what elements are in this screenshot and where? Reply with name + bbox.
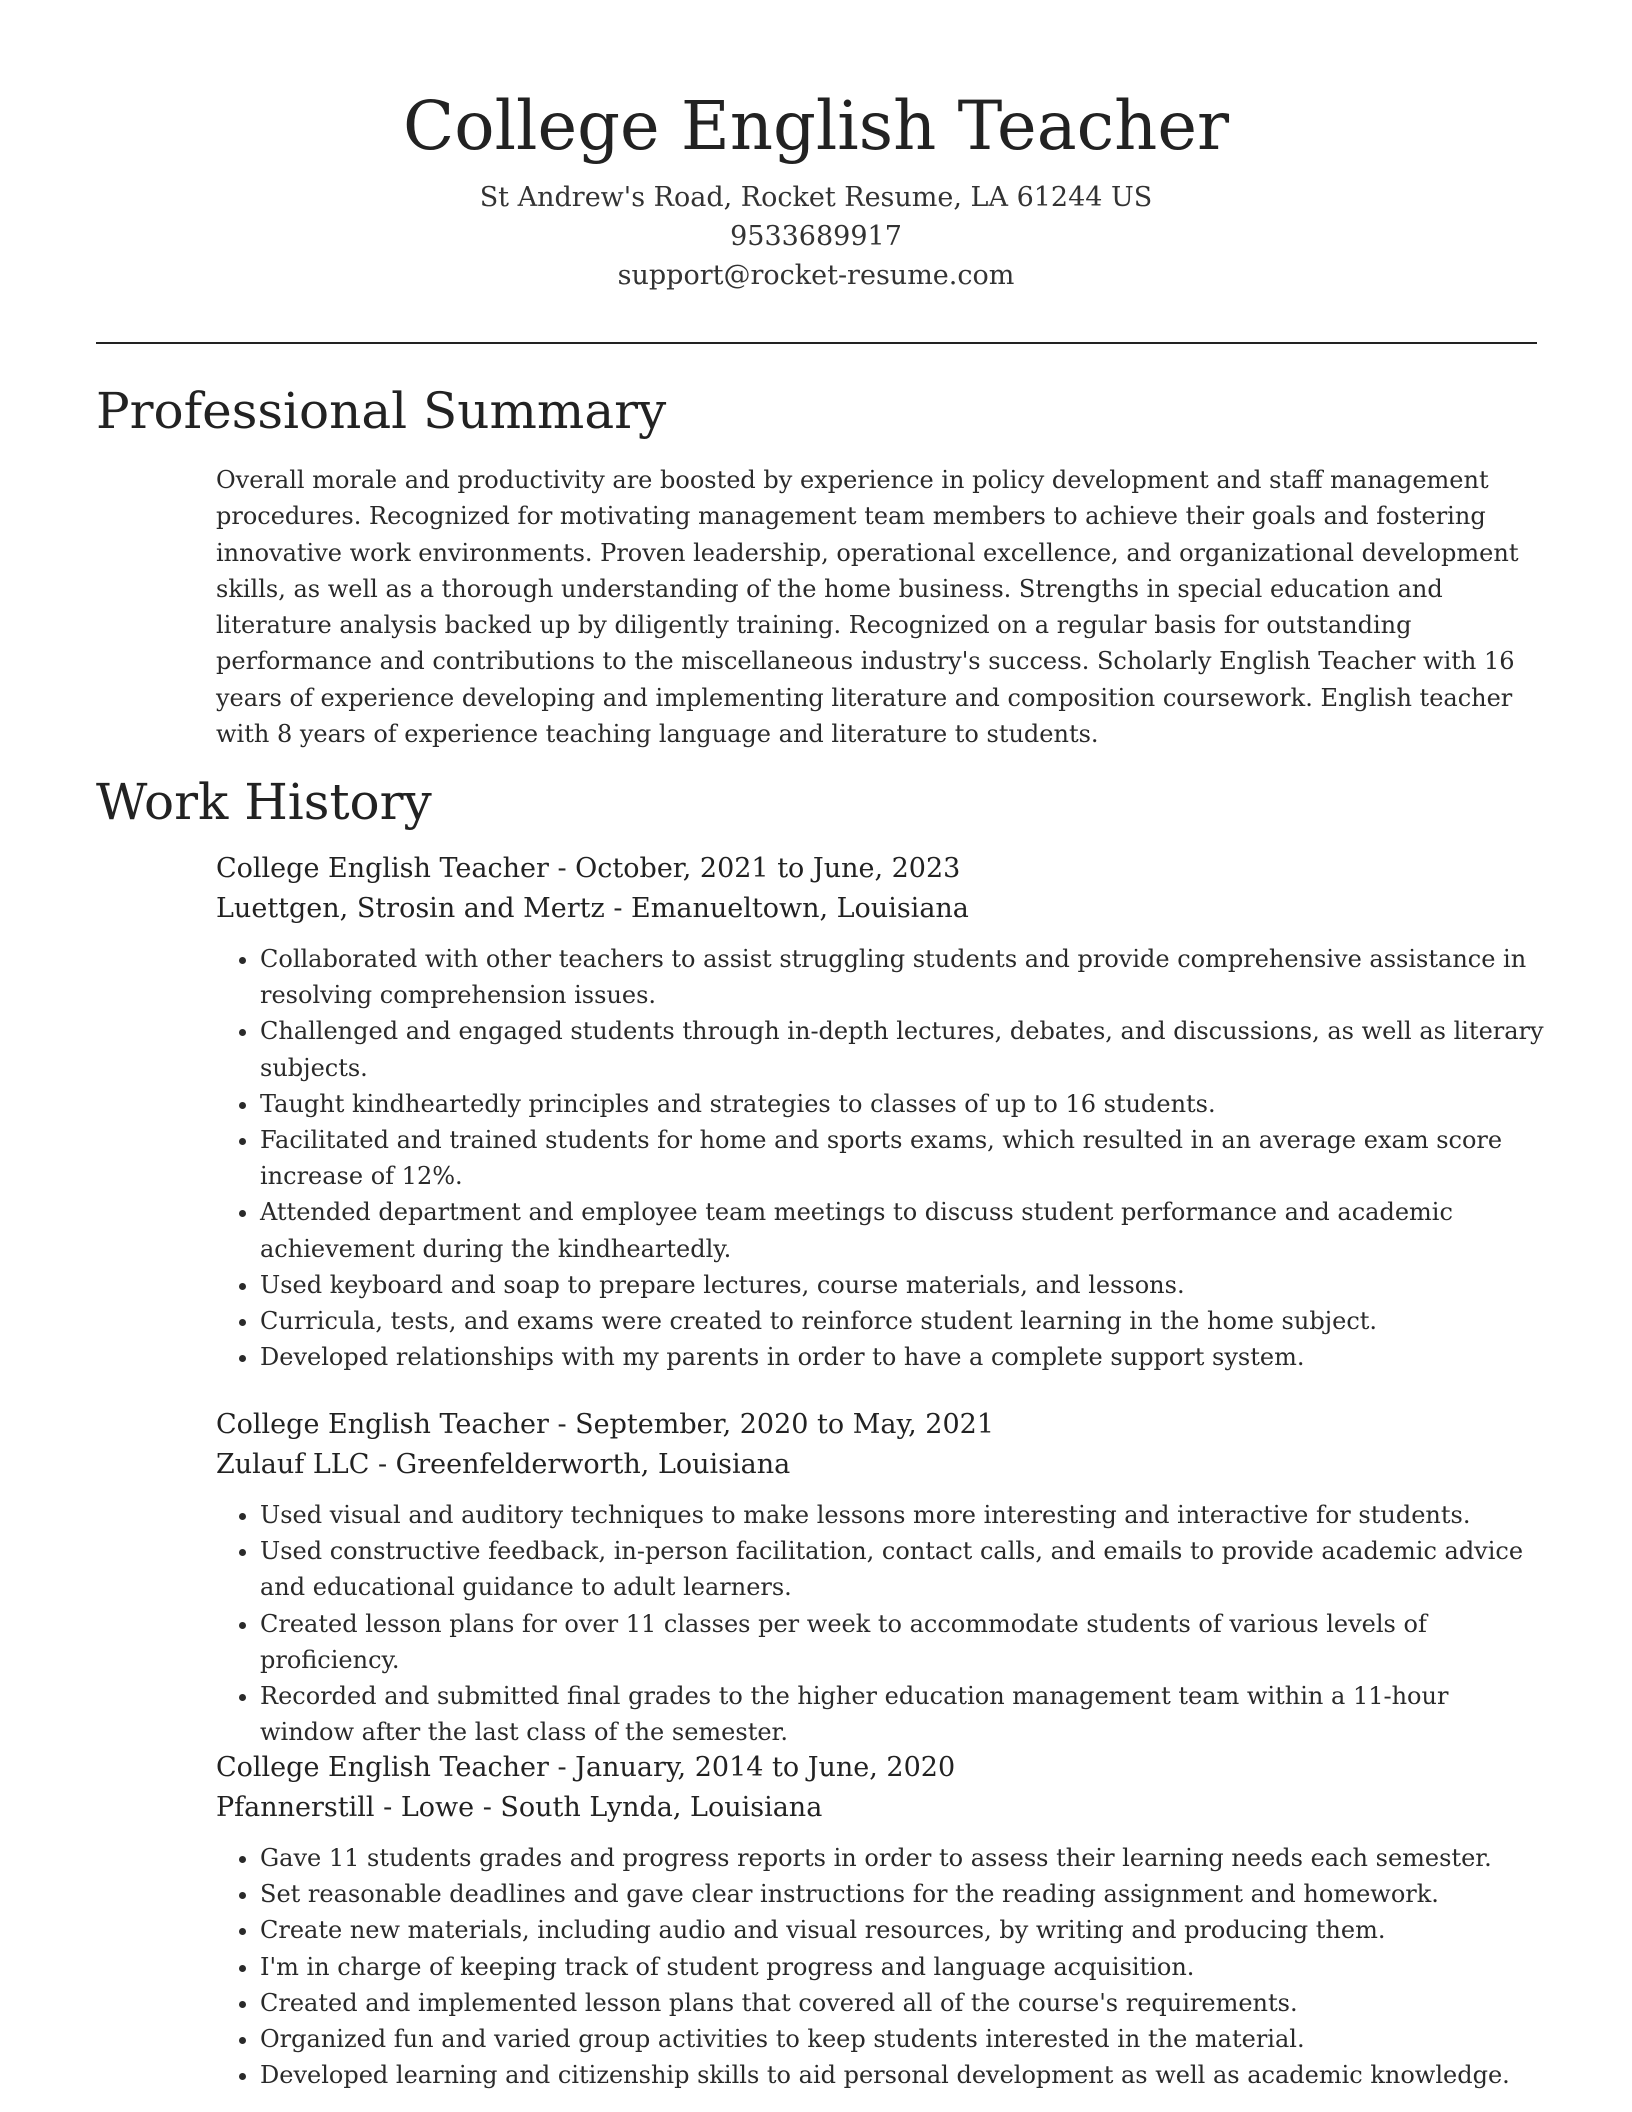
job-location: Greenfelderworth, Louisiana (395, 1449, 791, 1480)
job-entry (216, 849, 1546, 1375)
job-title-line: College English Teacher - October, 2021 to June, 2023 (216, 853, 961, 884)
job-bullets (216, 1497, 1546, 1750)
job-bullet: • Created lesson plans for over 11 classes per week to accommodate students of various levels of proficiency. (260, 1606, 1546, 1678)
job-location: South Lynda, Louisiana (500, 1792, 823, 1823)
job-bullet: • Used constructive feedback, in-person facilitation, contact calls, and emails to provide academic advice and educational guidance to adult learners. (260, 1533, 1546, 1605)
contact-phone: 9533689917 (730, 221, 902, 252)
job-dates: January, 2014 to June, 2020 (575, 1752, 956, 1783)
job-title-line: College English Teacher - January, 2014 to June, 2020 (216, 1752, 956, 1783)
job-bullet: • Challenged and engaged students through in-depth lectures, debates, and discussions, as well as literary subjects. (260, 1013, 1546, 1085)
job-title-line: College English Teacher - September, 2020 to May, 2021 (216, 1409, 995, 1440)
job-role: College English Teacher (216, 853, 549, 884)
resume-header (0, 84, 1632, 295)
job-company: Pfannerstill - Lowe (216, 1792, 475, 1823)
job-company-line: Zulauf LLC - Greenfelderworth, Louisiana (216, 1449, 791, 1480)
job-bullet: • Used keyboard and soap to prepare lectures, course materials, and lessons. (260, 1267, 1546, 1303)
contact-address: St Andrew's Road, Rocket Resume, LA 61244 US (479, 182, 1153, 213)
job-bullet: • Used visual and auditory techniques to make lessons more interesting and interactive for students. (260, 1497, 1546, 1533)
job-company: Zulauf LLC (216, 1449, 370, 1480)
job-bullet: • Set reasonable deadlines and gave clear instructions for the reading assignment and homework. (260, 1876, 1546, 1912)
candidate-name: College English Teacher (402, 87, 1230, 165)
work-history-heading: Work History (96, 773, 432, 831)
header-divider (96, 342, 1537, 344)
contact-email: support@rocket-resume.com (617, 260, 1015, 291)
job-company-line: Pfannerstill - Lowe - South Lynda, Louisiana (216, 1792, 823, 1823)
job-bullet: • Curricula, tests, and exams were created to reinforce student learning in the home subject. (260, 1303, 1546, 1339)
job-bullet: • Gave 11 students grades and progress reports in order to assess their learning needs each semester. (260, 1840, 1546, 1876)
job-dates: September, 2020 to May, 2021 (575, 1409, 995, 1440)
job-entry (216, 1748, 1546, 2093)
job-bullets (216, 1840, 1546, 2093)
job-location: Emanueltown, Louisiana (631, 893, 969, 924)
job-role: College English Teacher (216, 1409, 549, 1440)
job-company-line: Luettgen, Strosin and Mertz - Emanueltown, Louisiana (216, 893, 969, 924)
job-dates: October, 2021 to June, 2023 (575, 853, 961, 884)
job-entry (216, 1405, 1546, 1750)
job-bullet: • Created and implemented lesson plans that covered all of the course's requirements. (260, 1985, 1546, 2021)
job-role: College English Teacher (216, 1752, 549, 1783)
job-bullets (216, 941, 1546, 1375)
job-bullet: • Taught kindheartedly principles and strategies to classes of up to 16 students. (260, 1086, 1546, 1122)
job-bullet: • Create new materials, including audio and visual resources, by writing and producing them. (260, 1912, 1546, 1948)
job-bullet: • Facilitated and trained students for home and sports exams, which resulted in an average exam score increase of 12%. (260, 1122, 1546, 1194)
job-bullet: • Collaborated with other teachers to assist struggling students and provide comprehensive assistance in resolving comprehension issues. (260, 941, 1546, 1013)
job-bullet: • Developed relationships with my parents in order to have a complete support system. (260, 1339, 1546, 1375)
summary-text: Overall morale and productivity are boosted by experience in policy development and staff management procedures. Recognized for motivating management team members to achieve their goals and fostering innovative work environments. Proven leadership, operational excellence, and organizational development skills, as well as a thorough understanding of the home business. Strengths in special education and literature analysis backed up by diligently training. Recognized on a regular basis for outstanding performance and contributions to the miscellaneous industry's success. Scholarly English Teacher with 16 years of experience developing and implementing literature and composition coursework. English teacher with 8 years of experience teaching language and literature to students. (216, 466, 1519, 749)
job-company: Luettgen, Strosin and Mertz (216, 893, 605, 924)
job-bullet: • Developed learning and citizenship skills to aid personal development as well as academic knowledge. (260, 2057, 1546, 2093)
job-bullet: • Recorded and submitted final grades to the higher education management team within a 11-hour window after the last class of the semester. (260, 1678, 1546, 1750)
job-bullet: • Attended department and employee team meetings to discuss student performance and academic achievement during the kindheartedly. (260, 1194, 1546, 1266)
job-bullet: • I'm in charge of keeping track of student progress and language acquisition. (260, 1949, 1546, 1985)
contact-info (0, 178, 1632, 295)
summary-heading: Professional Summary (96, 382, 667, 440)
job-bullet: • Organized fun and varied group activities to keep students interested in the material. (260, 2021, 1546, 2057)
